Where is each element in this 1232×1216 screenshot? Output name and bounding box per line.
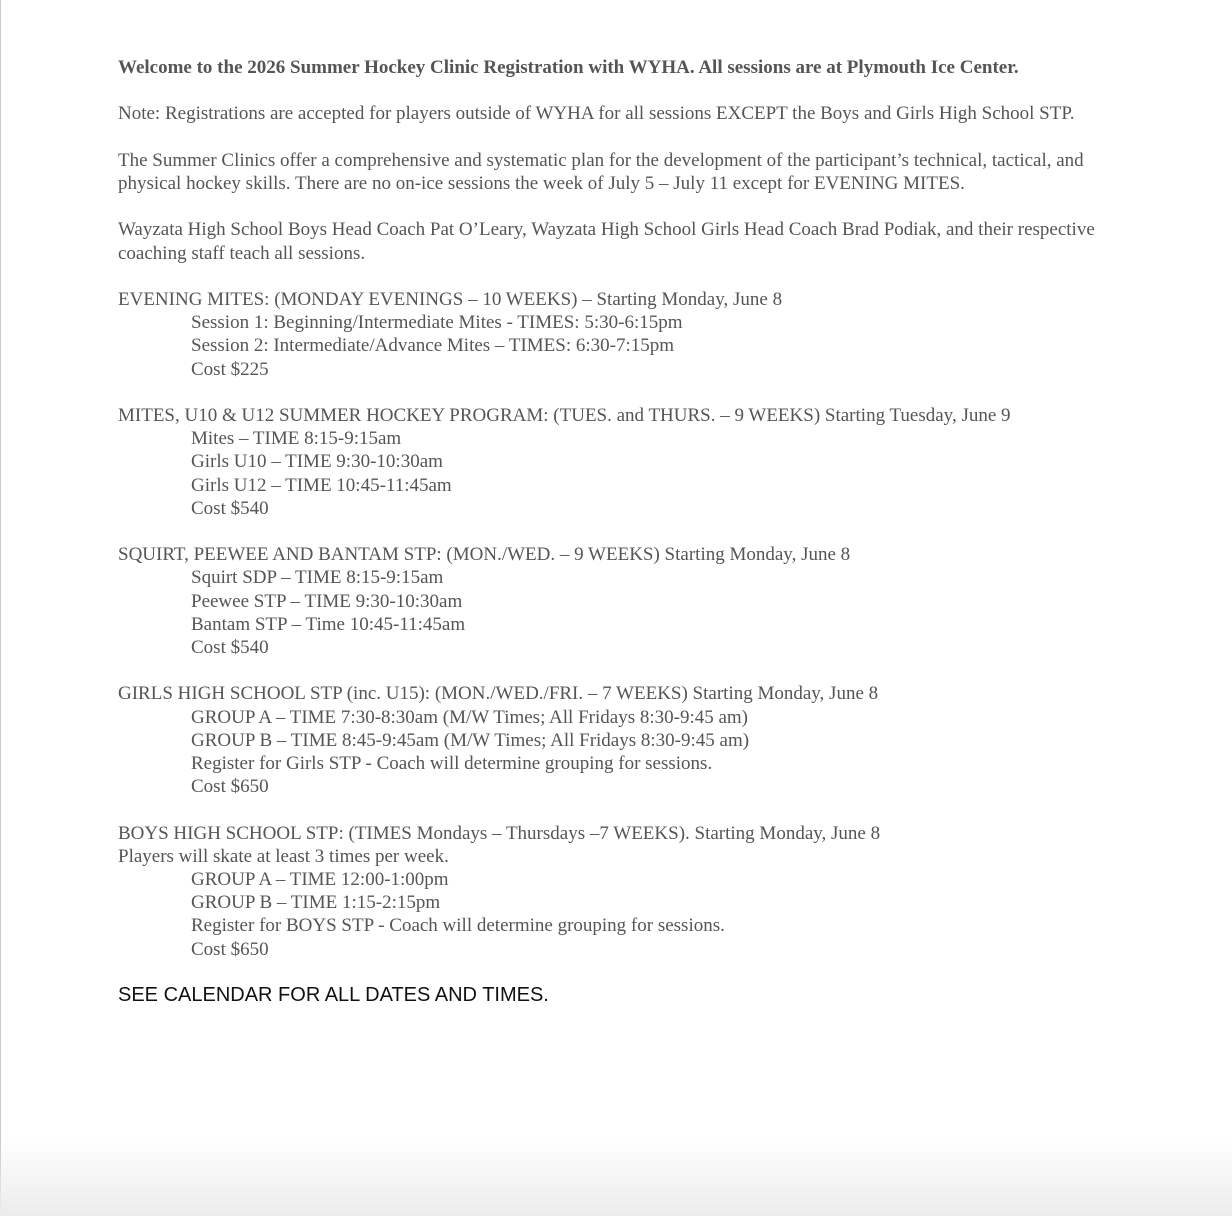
- section-cost: Cost $650: [191, 776, 269, 798]
- section-heading: SQUIRT, PEEWEE AND BANTAM STP: (MON./WED. – 9 WEEKS) Starting Monday, June 8: [118, 544, 851, 566]
- section-cost: Cost $650: [191, 938, 269, 960]
- section-boys-high-school-stp: [118, 822, 1118, 961]
- page-left-border: [0, 0, 1, 1216]
- section-mites-u10-u12: [118, 404, 1118, 520]
- section-heading: BOYS HIGH SCHOOL STP: (TIMES Mondays – Thursdays –7 WEEKS). Starting Monday, June 8: [118, 822, 881, 844]
- calendar-note: SEE CALENDAR FOR ALL DATES AND TIMES.: [118, 983, 549, 1006]
- section-evening-mites: [118, 288, 1118, 381]
- section-cost: Cost $540: [191, 636, 269, 658]
- section-item: Mites – TIME 8:15-9:15am: [191, 428, 402, 450]
- section-item: Peewee STP – TIME 9:30-10:30am: [191, 590, 463, 612]
- section-cost: Cost $225: [191, 358, 269, 380]
- document-body: [118, 56, 1118, 1007]
- section-item: GROUP A – TIME 7:30-8:30am (M/W Times; All Fridays 8:30-9:45 am): [191, 706, 749, 728]
- section-item: GROUP B – TIME 1:15-2:15pm: [191, 892, 441, 914]
- page-bottom-fade: [0, 1136, 1232, 1216]
- section-heading: EVENING MITES: (MONDAY EVENINGS – 10 WEEKS) – Starting Monday, June 8: [118, 288, 783, 310]
- section-item: GROUP B – TIME 8:45-9:45am (M/W Times; All Fridays 8:30-9:45 am): [191, 729, 750, 751]
- section-item: Bantam STP – Time 10:45-11:45am: [191, 613, 466, 635]
- section-item: Girls U10 – TIME 9:30-10:30am: [191, 451, 443, 473]
- section-subheading: Players will skate at least 3 times per week.: [118, 845, 449, 867]
- section-item: Squirt SDP – TIME 8:15-9:15am: [191, 567, 444, 589]
- section-heading: GIRLS HIGH SCHOOL STP (inc. U15): (MON./WED./FRI. – 7 WEEKS) Starting Monday, June 8: [118, 683, 879, 705]
- section-item: Session 2: Intermediate/Advance Mites – TIMES: 6:30-7:15pm: [191, 335, 675, 357]
- intro-note: Note: Registrations are accepted for players outside of WYHA for all sessions EXCEPT the Boys and Girls High School STP.: [118, 103, 1075, 125]
- section-heading: MITES, U10 & U12 SUMMER HOCKEY PROGRAM: (TUES. and THURS. – 9 WEEKS) Starting Tuesday, June 9: [118, 404, 1011, 426]
- section-item: Register for Girls STP - Coach will determine grouping for sessions.: [191, 752, 713, 774]
- section-item: Girls U12 – TIME 10:45-11:45am: [191, 474, 452, 496]
- intro-description: The Summer Clinics offer a comprehensive and systematic plan for the development of the participant’s technical, tactical, and physical hockey skills. There are no on-ice sessions the week of July 5 – July 11 except for EVENING MITES.: [118, 149, 1084, 194]
- section-item: GROUP A – TIME 12:00-1:00pm: [191, 868, 449, 890]
- intro-coaches: Wayzata High School Boys Head Coach Pat O’Leary, Wayzata High School Girls Head Coach Brad Podiak, and their respective coaching staff teach all sessions.: [118, 219, 1095, 264]
- section-item: Session 1: Beginning/Intermediate Mites - TIMES: 5:30-6:15pm: [191, 312, 683, 334]
- section-item: Register for BOYS STP - Coach will determine grouping for sessions.: [191, 915, 725, 937]
- section-cost: Cost $540: [191, 497, 269, 519]
- section-squirt-peewee-bantam: [118, 543, 1118, 659]
- intro-title: Welcome to the 2026 Summer Hockey Clinic Registration with WYHA. All sessions are at Plymouth Ice Center.: [118, 57, 1019, 78]
- section-girls-high-school-stp: [118, 682, 1118, 798]
